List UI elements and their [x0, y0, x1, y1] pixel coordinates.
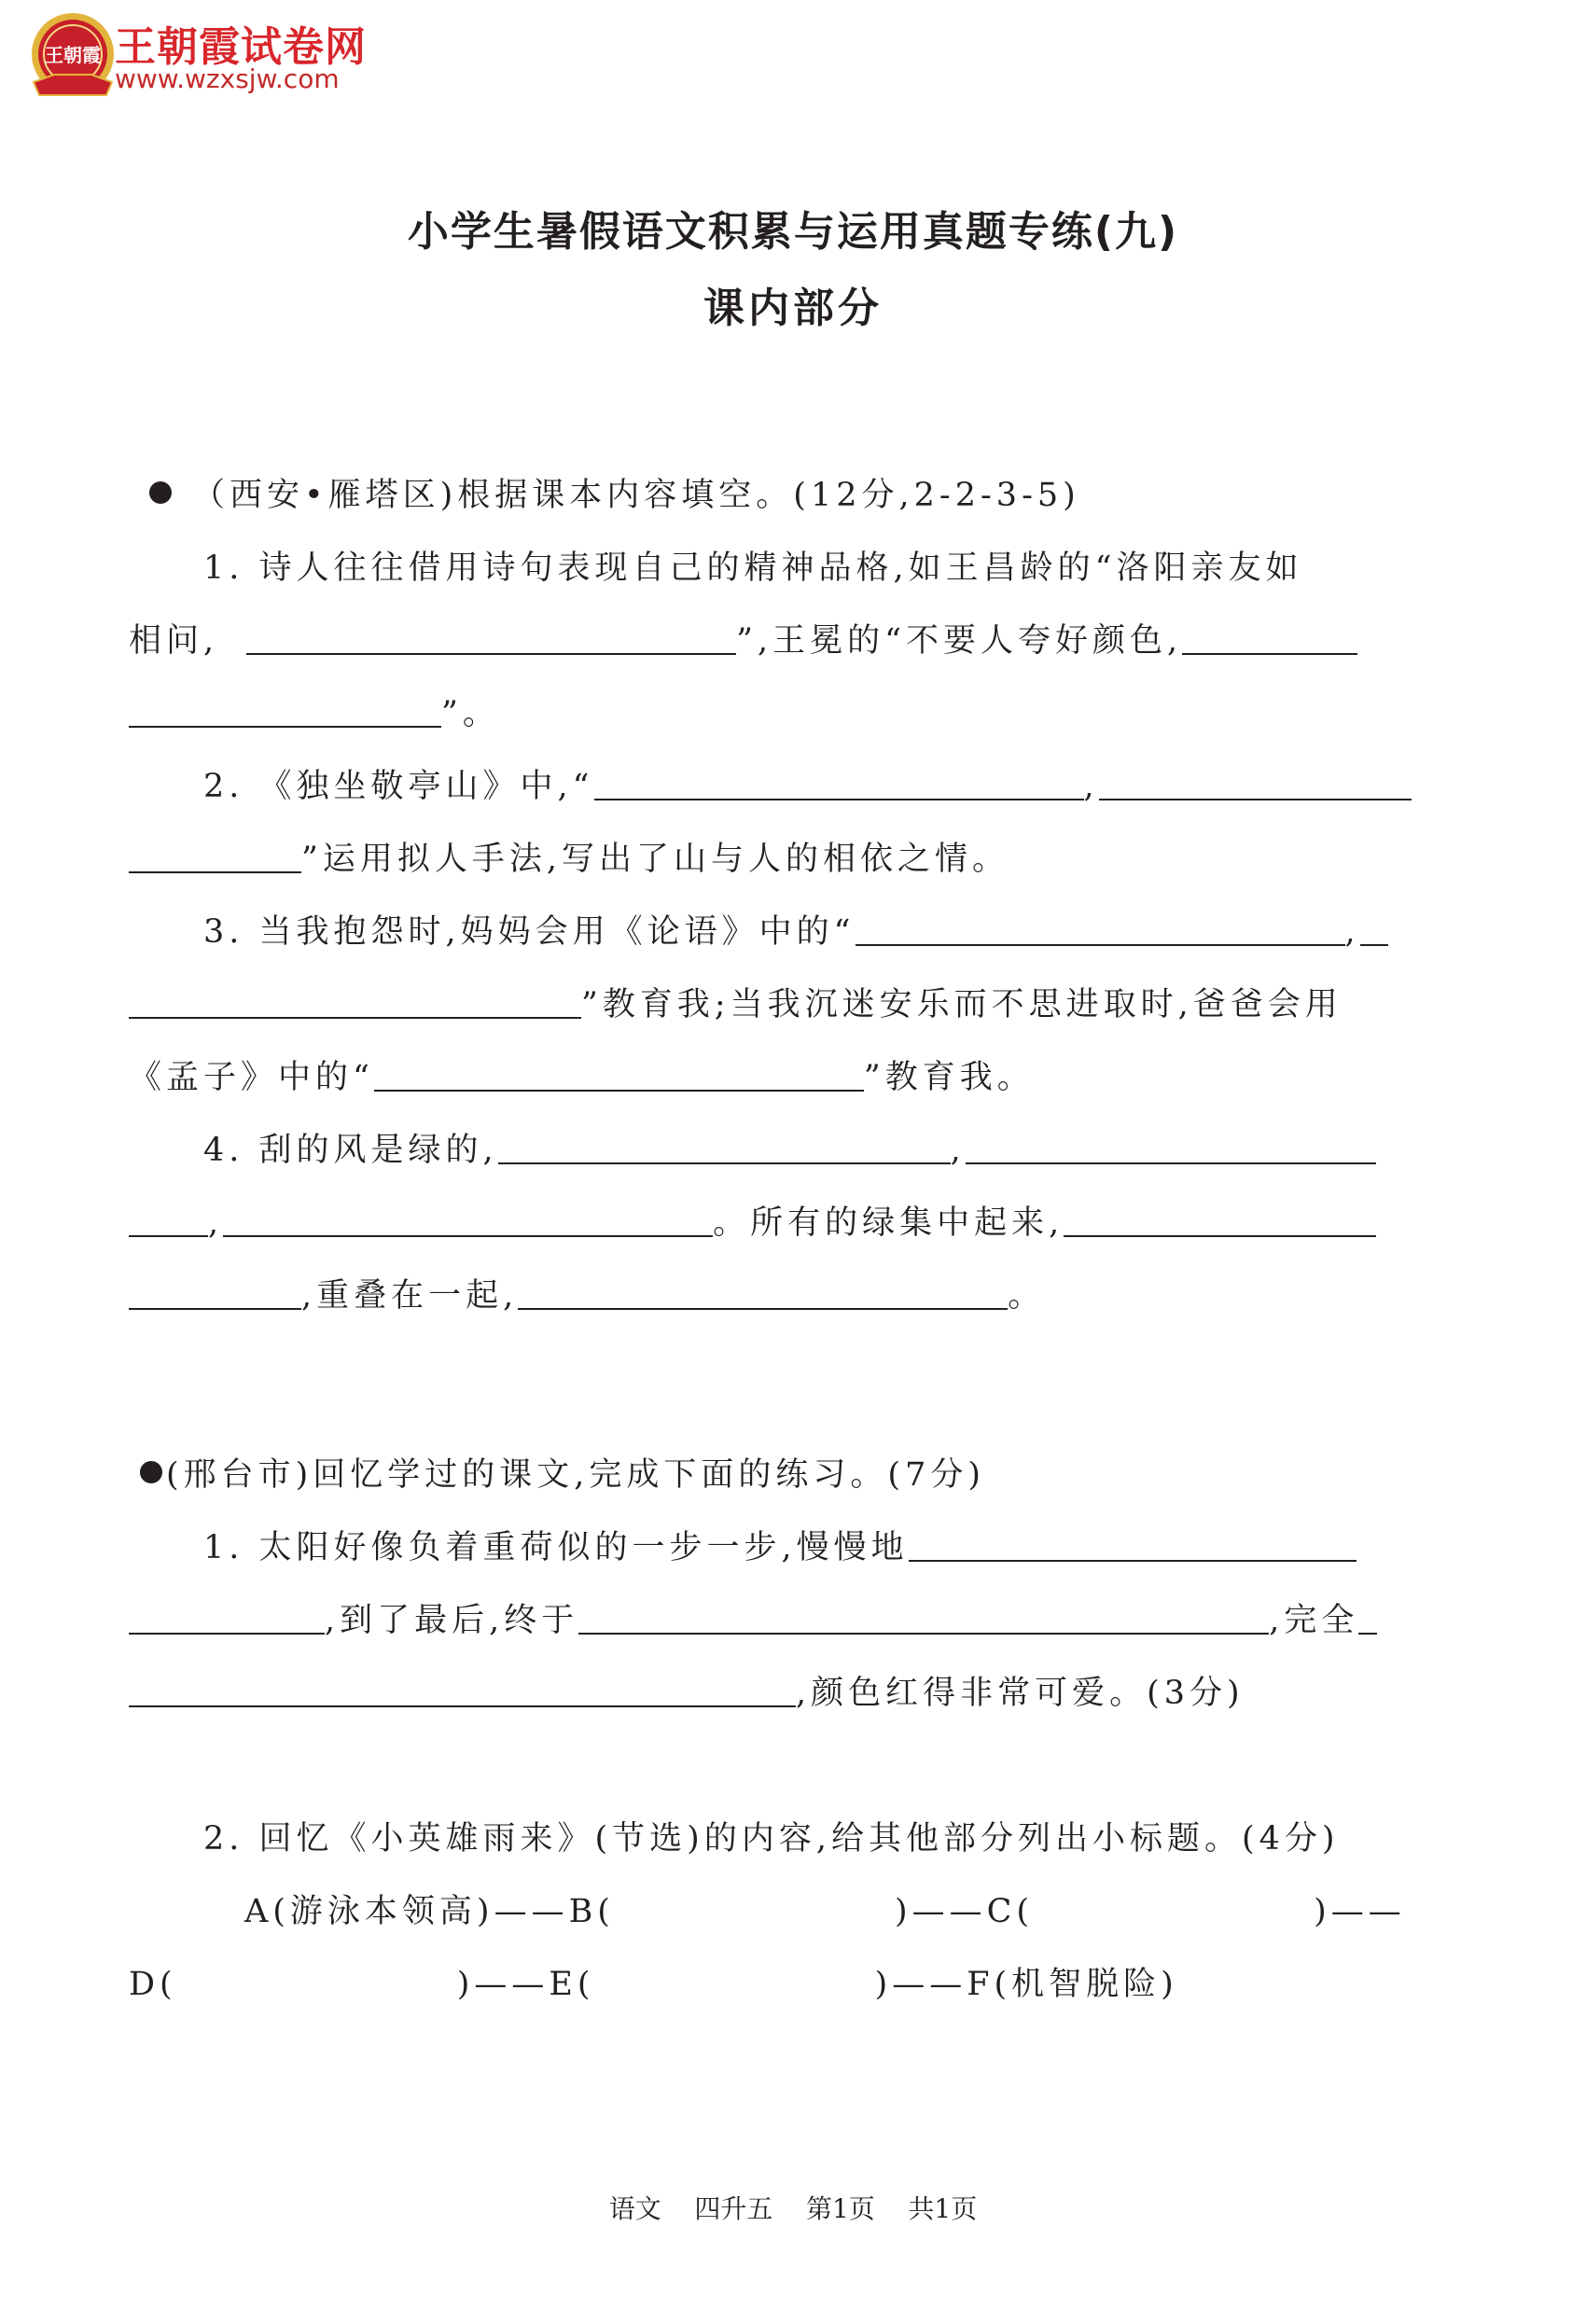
answer-blank[interactable] — [1358, 1605, 1377, 1635]
answer-blank[interactable] — [966, 1134, 1376, 1164]
svg-text:王朝霞: 王朝霞 — [45, 44, 101, 66]
page-title: 小学生暑假语文积累与运用真题专练(九) — [407, 208, 1179, 256]
answer-blank[interactable] — [129, 989, 581, 1019]
s1-q1-line3: ”。 — [129, 692, 500, 735]
bullet-icon — [140, 1461, 162, 1483]
answer-blank[interactable] — [909, 1532, 1356, 1562]
answer-blank[interactable] — [856, 916, 1345, 946]
s1-q4-line3: ,重叠在一起, 。 — [129, 1274, 1045, 1317]
page-footer — [0, 2189, 1586, 2226]
footer-grade: 四升五 — [694, 2193, 773, 2224]
s2-q1-line2: ,到了最后,终于 ,完全 — [129, 1599, 1377, 1642]
s2-q2-line3: D( )——E( )——F(机智脱险) — [129, 1966, 1178, 2003]
s1-q3-line2: ”教育我;当我沉迷安乐而不思进取时,爸爸会用 — [129, 983, 1343, 1026]
answer-blank[interactable] — [374, 1062, 864, 1092]
answer-blank[interactable] — [129, 1280, 301, 1310]
site-logo — [26, 9, 409, 103]
s1-q3-line1: 3. 当我抱怨时,妈妈会用《论语》中的“ , — [203, 911, 1388, 953]
answer-blank[interactable] — [129, 843, 301, 873]
answer-blank[interactable] — [129, 698, 441, 728]
s1-q4-line2: , 。所有的绿集中起来, — [129, 1202, 1376, 1245]
s2-q2-line1: 2. 回忆《小英雄雨来》(节选)的内容,给其他部分列出小标题。(4分) — [203, 1820, 1340, 1858]
answer-blank[interactable] — [129, 1605, 325, 1635]
footer-page: 第1页 — [805, 2193, 875, 2224]
s2-q1-line3: ,颜色红得非常可爱。(3分) — [129, 1672, 1245, 1715]
answer-blank[interactable] — [578, 1605, 1269, 1635]
answer-blank[interactable] — [518, 1280, 1008, 1310]
seal-emblem-icon — [26, 9, 119, 103]
site-url[interactable]: www.wzxsjw.com — [115, 63, 340, 94]
answer-blank[interactable] — [129, 1677, 796, 1707]
s1-q2-line1: 2. 《独坐敬亭山》中,“ , — [203, 765, 1412, 808]
answer-blank[interactable] — [498, 1134, 951, 1164]
s1-q4-line1: 4. 刮的风是绿的, , — [203, 1129, 1376, 1172]
bullet-icon — [149, 481, 172, 504]
s1-q2-line2: ”运用拟人手法,写出了山与人的相依之情。 — [129, 838, 1009, 881]
s1-q3-line3: 《孟子》中的“ ”教育我。 — [129, 1059, 1035, 1096]
answer-blank[interactable] — [1182, 625, 1357, 655]
section2-heading: (邢台市)回忆学过的课文,完成下面的练习。(7分) — [140, 1454, 985, 1496]
page-subtitle: 课内部分 — [703, 285, 883, 332]
s2-q2-line2: A(游泳本领高)——B( )——C( )—— — [244, 1893, 1406, 1930]
answer-blank[interactable] — [129, 1207, 208, 1237]
s2-q1-line1: 1. 太阳好像负着重荷似的一步一步,慢慢地 — [203, 1526, 1356, 1569]
answer-blank[interactable] — [1360, 916, 1388, 946]
section1-heading: （西安•雁塔区)根据课本内容填空。(12分,2-2-3-5) — [149, 474, 1080, 517]
footer-total: 共1页 — [908, 2193, 978, 2224]
footer-subject: 语文 — [608, 2193, 661, 2224]
answer-blank[interactable] — [223, 1207, 713, 1237]
answer-blank[interactable] — [1064, 1207, 1376, 1237]
site-name: 王朝霞试卷网 — [115, 23, 367, 71]
answer-blank[interactable] — [1099, 771, 1412, 800]
s1-q1-line1: 1. 诗人往往借用诗句表现自己的精神品格,如王昌龄的“洛阳亲友如 — [203, 550, 1303, 587]
answer-blank[interactable] — [246, 625, 736, 655]
s1-q1-line2: 相问, ”,王冕的“不要人夸好颜色, — [129, 619, 1357, 662]
answer-blank[interactable] — [594, 771, 1084, 800]
